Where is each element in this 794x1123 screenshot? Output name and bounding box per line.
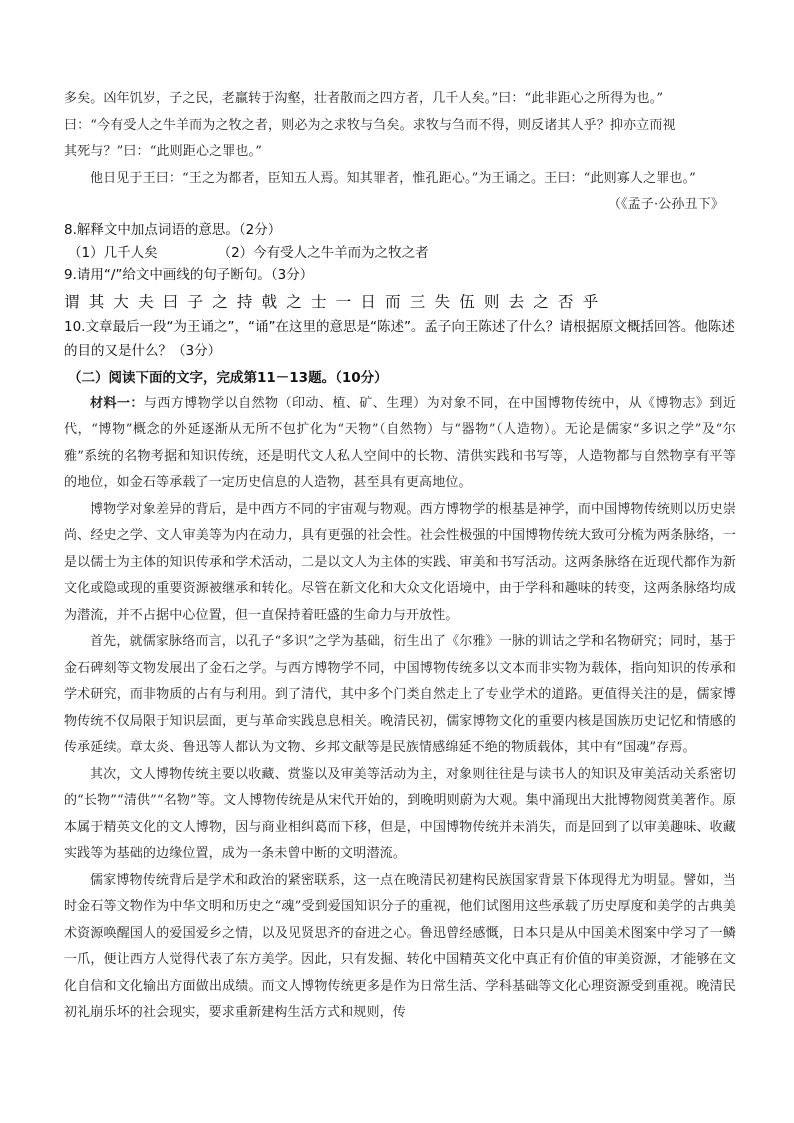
question-8-item-1: （1）几千人矣 bbox=[68, 244, 158, 261]
material-1-label: 材料一： bbox=[90, 395, 144, 411]
article-paragraph: 其次，文人博物传统主要以收藏、赏鉴以及审美等活动为主，对象则往往是与读书人的知识及审美活动关系密切的“长物”“清供”“名物”等。文人博物传统是从宋代开始的，到晚明则蔚为大观。集中涌现出大批博物阅赏美著作。原本属于精英文化的文人博物，因与商业相纠葛而下移，但是，中国博物传统并未消失，而是回到了以审美趣味、收藏实践等为基础的边缘位置，成为一条未曾中断的文明潜流。 bbox=[64, 766, 736, 861]
question-10: 10.文章最后一段“为王诵之”，“诵”在这里的意思是“陈述”。孟子向王陈述了什么？请根据原文概括回答。他陈述的目的又是什么？（3分） bbox=[64, 318, 735, 359]
article-paragraph: 博物学对象差异的背后，是中西方不同的宇宙观与物观。西方博物学的根基是神学，而中国博物传统则以历史崇尚、经史之学、文人审美等为内在动力，具有更强的社会性。社会性极强的中国博物传统大致可分梳为两条脉络，一是以儒士为主体的知识传承和学术活动，二是以文人为主体的实践、审美和书写活动。这两条脉络在近现代都作为新文化或隐或现的重要资源被继承和转化。尽管在新文化和大众文化语境中，由于学科和趣味的转变，这两条脉络均成为潜流，并不占据中心位置，但一直保持着旺盛的生命力与开放性。 bbox=[64, 501, 736, 623]
passage-paragraph: 他日见于王曰：“王之为都者，臣知五人焉。知其罪者，惟孔距心。”为王诵之。王曰：“此则寡人之罪也。” bbox=[90, 170, 696, 186]
passage-line: 多矣。凶年饥岁，子之民，老羸转于沟壑，壮者散而之四方者，几千人矣。”曰：“此非距心之所得为也。” bbox=[64, 91, 664, 106]
material-1-paragraph bbox=[64, 391, 736, 497]
question-8-item-2: （2）今有受人之牛羊而为之牧之者 bbox=[217, 244, 429, 261]
material-1-text: 与西方博物学以自然物（印动、植、矿、生理）为对象不同，在中国博物传统中，从《博物志》到近代，“博物”概念的外延逐渐从无所不包扩化为“天物”（自然物）与“器物”（人造物）。无论是儒家“多识之学”及“尔雅”系统的名物考据和知识传统，还是明代文人私人空间中的长物、清供实践和书写等，人造物都与自然物享有平等的地位，如金石等承载了一定历史信息的人造物，甚至具有更高地位。 bbox=[64, 395, 736, 490]
article-paragraph: 儒家博物传统背后是学术和政治的紧密联系，这一点在晚清民初建构民族国家背景下体现得尤为明显。譬如，当时金石等文物作为中华文明和历史之“魂”受到爱国知识分子的重视，他们试图用这些承载了历史厚度和美学的古典美术资源唤醒国人的爱国爱乡之情，以及见贤思齐的奋进之心。鲁迅曾经感慨，日本只是从中国美术图案中学习了一鳞一爪，便让西方人觉得代表了东方美学。因此，只有发掘、转化中国精英文化中真正有价值的审美资源，才能够在文化自信和文化输出方面做出成绩。而文人博物传统更多是作为日常生活、学科基础等文化心理资源受到重视。晚清民初礼崩乐坏的社会现实，要求重新建构生活方式和规则，传 bbox=[64, 872, 736, 1020]
document-page bbox=[64, 86, 736, 1027]
question-9-sentence: 谓其大夫曰子之持戟之士一日而三失伍则去之否乎 bbox=[64, 292, 608, 311]
passage-line: 曰：“今有受人之牛羊而为之牧之者，则必为之求牧与刍矣。求牧与刍而不得，则反诸其人乎？抑亦立而视 bbox=[64, 117, 676, 133]
passage-line: 其死与？”曰：“此则距心之罪也。” bbox=[64, 144, 262, 159]
passage-source: （《孟子·公孙丑下》 bbox=[607, 197, 724, 212]
question-8-items bbox=[68, 242, 736, 264]
article-paragraph: 首先，就儒家脉络而言，以孔子“多识”之学为基础，衍生出了《尔雅》一脉的训诂之学和名物研究；同时，基于金石碑刻等文物发展出了金石之学。与西方博物学不同，中国博物传统多以文本而非实物为载体，指向知识的传承和学术研究，而非物质的占有与利用。到了清代，其中多个门类自然走上了专业学术的道路。更值得关注的是，儒家博物传统不仅局限于知识层面，更与革命实践息息相关。晚清民初，儒家博物文化的重要内核是国族历史记忆和情感的传承延续。章太炎、鲁迅等人都认为文物、乡邦文献等是民族情感绵延不绝的物质载体，其中有“国魂”存焉。 bbox=[64, 634, 736, 755]
question-9: 9.请用“/”给文中画线的句子断句。（3分） bbox=[64, 266, 314, 283]
question-8: 8.解释文中加点词语的意思。（2分） bbox=[64, 221, 282, 238]
section-heading: （二）阅读下面的文字，完成第11－13题。（10分） bbox=[68, 369, 388, 386]
